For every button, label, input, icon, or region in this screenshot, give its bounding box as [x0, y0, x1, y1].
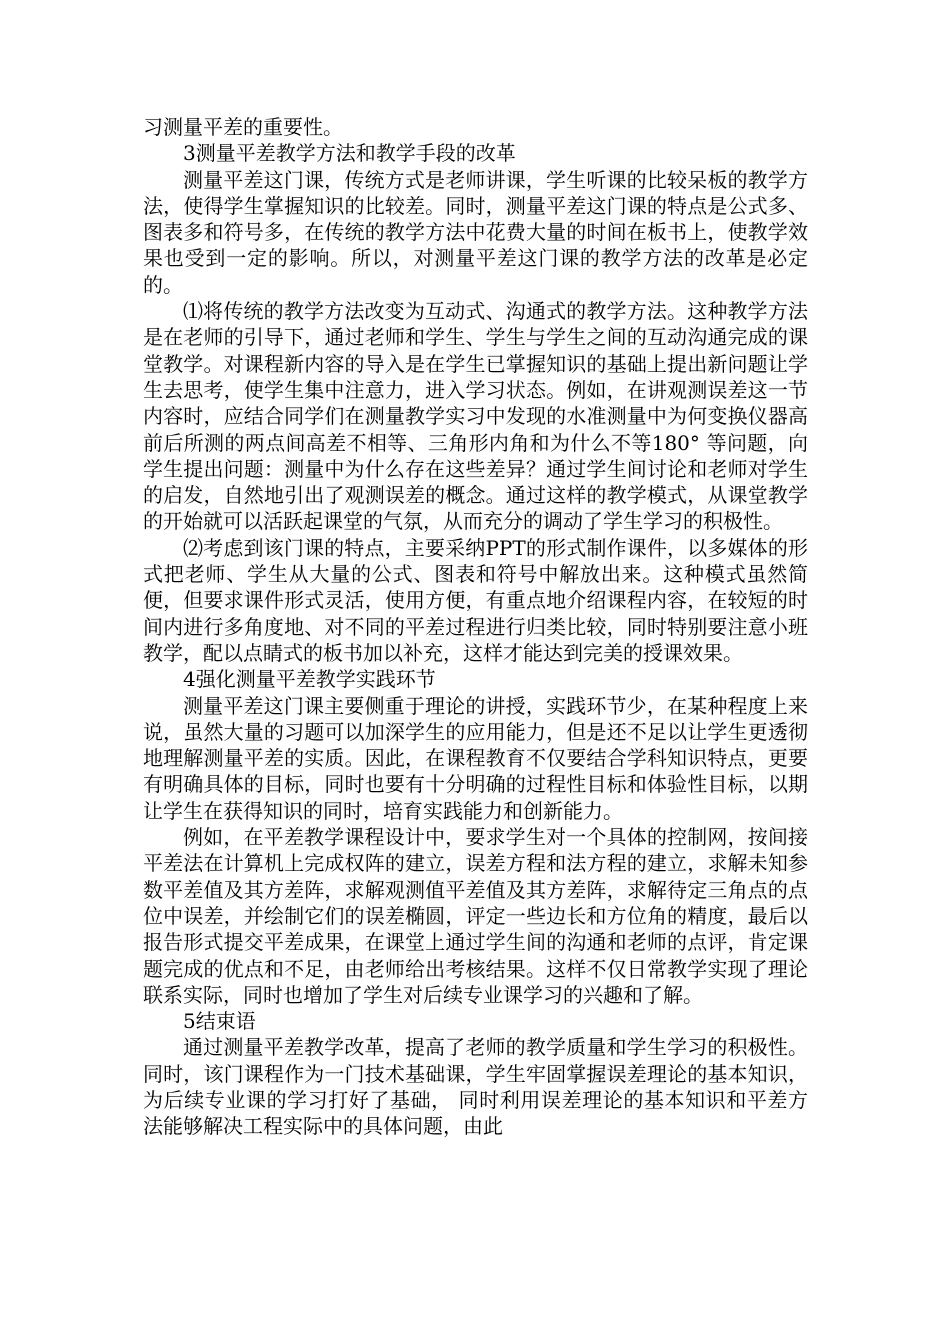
paragraph-continuation: 习测量平差的重要性。 — [143, 115, 343, 139]
document-page — [143, 114, 808, 1140]
paragraph-practice: 测量平差这门课主要侧重于理论的讲授，实践环节少，在某种程度上来说，虽然大量的习题可以加深学生的应用能力，但是还不足以让学生更透彻地理解测量平差的实质。因此，在课程教育不仅要结合学科知识特点，更要有明确具体的目标，同时也要有十分明确的过程性目标和体验性目标，以期让学生在获得知识的同时，培育实践能力和创新能力。 — [143, 693, 808, 823]
section-heading-3: 3测量平差教学方法和教学手段的改革 — [183, 141, 516, 166]
paragraph-interactive-method: ⑴将传统的教学方法改变为互动式、沟通式的教学方法。这种教学方法是在老师的引导下，通过老师和学生、学生与学生之间的互动沟通完成的课堂教学。对课程新内容的导入是在学生已掌握知识的基础上提出新问题让学生去思考，使学生集中注意力，进入学习状态。例如，在讲观测误差这一节内容时，应结合同学们在测量教学实习中发现的水准测量中为何变换仪器高前后所测的两点间高差不相等、三角形内角和为什么不等180° 等问题，向学生提出问题：测量中为什么存在这些差异？通过学生间讨论和老师对学生的启发，自然地引出了观测误差的概念。通过这样的教学模式，从课堂教学的开始就可以活跃起课堂的气氛，从而充分的调动了学生学习的积极性。 — [143, 299, 808, 534]
paragraph-ppt-method: ⑵考虑到该门课的特点，主要采纳PPT的形式制作课件，以多媒体的形式把老师、学生从大量的公式、图表和符号中解放出来。这种模式虽然简便，但要求课件形式灵活，使用方便，有重点地介绍课程内容，在较短的时间内进行多角度地、对不同的平差过程进行归类比较，同时特别要注意小班教学，配以点睛式的板书加以补充，这样才能达到完美的授课效果。 — [143, 535, 808, 665]
section-heading-4: 4强化测量平差教学实践环节 — [183, 667, 436, 692]
paragraph-traditional-method: 测量平差这门课，传统方式是老师讲课，学生听课的比较呆板的教学方法，使得学生掌握知识的比较差。同时，测量平差这门课的特点是公式多、图表多和符号多，在传统的教学方法中花费大量的时间在板书上，使教学效果也受到一定的影响。所以，对测量平差这门课的教学方法的改革是必定的。 — [143, 167, 808, 297]
paragraph-example: 例如，在平差教学课程设计中，要求学生对一个具体的控制网，按间接平差法在计算机上完成权阵的建立，误差方程和法方程的建立，求解未知参数平差值及其方差阵，求解观测值平差值及其方差阵，求解待定三角点的点位中误差，并绘制它们的误差椭圆，评定一些边长和方位角的精度，最后以报告形式提交平差成果，在课堂上通过学生间的沟通和老师的点评，肯定课题完成的优点和不足，由老师给出考核结果。这样不仅日常教学实现了理论联系实际，同时也增加了学生对后续专业课学习的兴趣和了解。 — [143, 825, 808, 1007]
section-heading-5: 5结束语 — [183, 1009, 256, 1034]
paragraph-conclusion: 通过测量平差教学改革，提高了老师的教学质量和学生学习的积极性。同时，该门课程作为一门技术基础课，学生牢固掌握误差理论的基本知识，为后续专业课的学习打好了基础， 同时利用误差理论的基本知识和平差方法能够解决工程实际中的具体问题，由此 — [143, 1035, 808, 1139]
